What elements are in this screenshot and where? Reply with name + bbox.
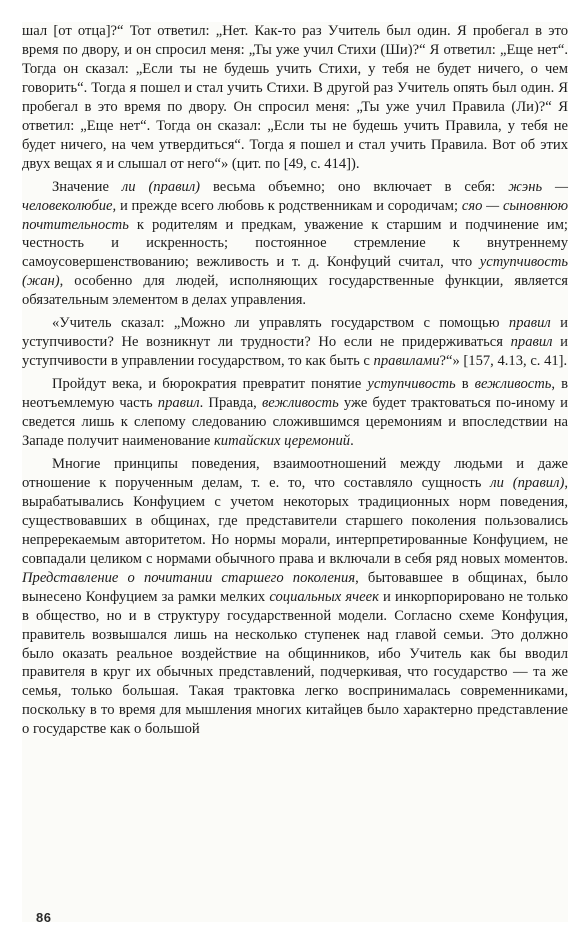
book-page <box>22 22 569 925</box>
text-run: и прежде всего любовь к родственникам и сородичам; <box>116 197 462 214</box>
text-run: , особенно для людей, исполняющих государственные функции, является обязательным элементом в делах управления. <box>22 273 568 309</box>
text-run: в <box>455 376 475 393</box>
page-number: 86 <box>36 910 52 925</box>
text-run: весьма объемно; оно включает в себя: <box>200 178 509 195</box>
text-run: Пройдут века, и бюрократия превратит понятие <box>52 376 368 393</box>
italic-term: вежливость <box>261 395 339 412</box>
text-run: уже будет трактоваться по-иному и сведется лишь к слепому следованию сложившимся церемониям и впоследствии на Западе получит наименование <box>22 395 568 450</box>
paragraph-1 <box>22 22 568 174</box>
text-run: , вырабатывались Конфуцием с учетом некоторых традиционных норм поведения, существовавших в общинах, где представители старшего поколения пользовались непререкаемым авторитетом. Но нормы морали, интерпретированные Конфуцием, не совпадали целиком с нормами обычного права и включали в себя ряд новых моментов. <box>22 474 568 567</box>
paragraph-2 <box>22 178 568 311</box>
text-run: шал [от отца]?“ Тот ответил: „Нет. Как-то раз Учитель был один. Я пробегал в это время по двору, и он спросил меня: „Ты уже учил Стихи (Ши)?“ Я ответил: „Еще нет“. Тогда он сказал: „Если ты не будешь учить Стихи, у тебя не будет ничего, о чем говорить“. Тогда я пошел и стал учить Стихи. В другой раз Учитель опять был один. Я пробегал в это время по двору. Он спросил меня: „Ты уже учил Правила (Ли)?“ Я ответил: „Еще нет“. Тогда он сказал: „Если ты не будешь учить Правила, у тебя не будет ничего, на чем утвердиться“. Тогда я пошел и стал учить Правила. Вот об этих двух вещах я и слышал от него“» (цит. по [49, с. 414]). <box>22 23 568 172</box>
text-run: , в неотъемлемую часть <box>22 376 568 412</box>
text-run: , бытовавшее в общинах, было вынесено Конфуцием за рамки мелких <box>22 569 569 605</box>
italic-term: правил <box>508 315 551 332</box>
italic-term: вежливость <box>474 376 552 393</box>
text-run: к родителям и предкам, уважение к старшим и подчинение им; честность и искренность; постоянное стремление к внутреннему самоусовершенствованию; вежливость и т. д. Конфуций считал, что <box>22 216 568 271</box>
italic-term: китайских церемоний <box>213 433 351 450</box>
text-run: . Правда, <box>199 395 262 412</box>
paragraph-4 <box>22 375 568 451</box>
text-run: «Учитель сказал: „Можно ли управлять государством с помощью <box>52 315 509 332</box>
italic-term: ли (правил) <box>490 474 565 491</box>
italic-term: уступчивость <box>367 376 456 393</box>
italic-term: правил <box>157 395 200 412</box>
text-run: и уступчивости в управлении государством, то как быть с <box>22 334 568 370</box>
italic-term: сяо — сыновнюю почтительность <box>22 197 568 233</box>
text-run: . <box>350 433 354 450</box>
italic-term: жэнь — человеколюбие, <box>22 178 569 214</box>
paragraph-3 <box>22 314 568 371</box>
text-run: Многие принципы поведения, взаимоотношений между людьми и даже отношение к порученным делам, т. е. то, что составляло сущность <box>22 455 568 491</box>
paragraph-5 <box>22 455 568 739</box>
italic-term: правил <box>510 334 553 351</box>
text-run: и уступчивости? Не возникнут ли трудности? Но если не придерживаться <box>22 315 568 351</box>
italic-term: социальных ячеек <box>269 588 379 605</box>
italic-term: правилами <box>373 353 440 370</box>
text-run: и инкорпорировано не только в общество, но и в структуру государственной модели. Согласно схеме Конфуция, правитель возвышался лишь на несколько ступенек над главой семьи. Это должно было оказать реальное воздействие на общинников, ибо Учитель как бы вводил правителя в круг их обычных представлений, подчеркивая, что государство — та же семья, только большая. Такая трактовка легко воспринималась современниками, поскольку в то время для мышления многих китайцев было характерно представление о государстве как о большой <box>22 588 569 738</box>
italic-term: уступчивость (жан) <box>22 254 568 290</box>
italic-term: Представление о почитании старшего поколения <box>22 569 356 586</box>
text-run: ?“» [157, 4.13, с. 41]. <box>439 353 568 370</box>
page-body <box>22 22 568 739</box>
italic-term: ли (правил) <box>121 178 201 195</box>
text-run: Значение <box>52 178 122 195</box>
